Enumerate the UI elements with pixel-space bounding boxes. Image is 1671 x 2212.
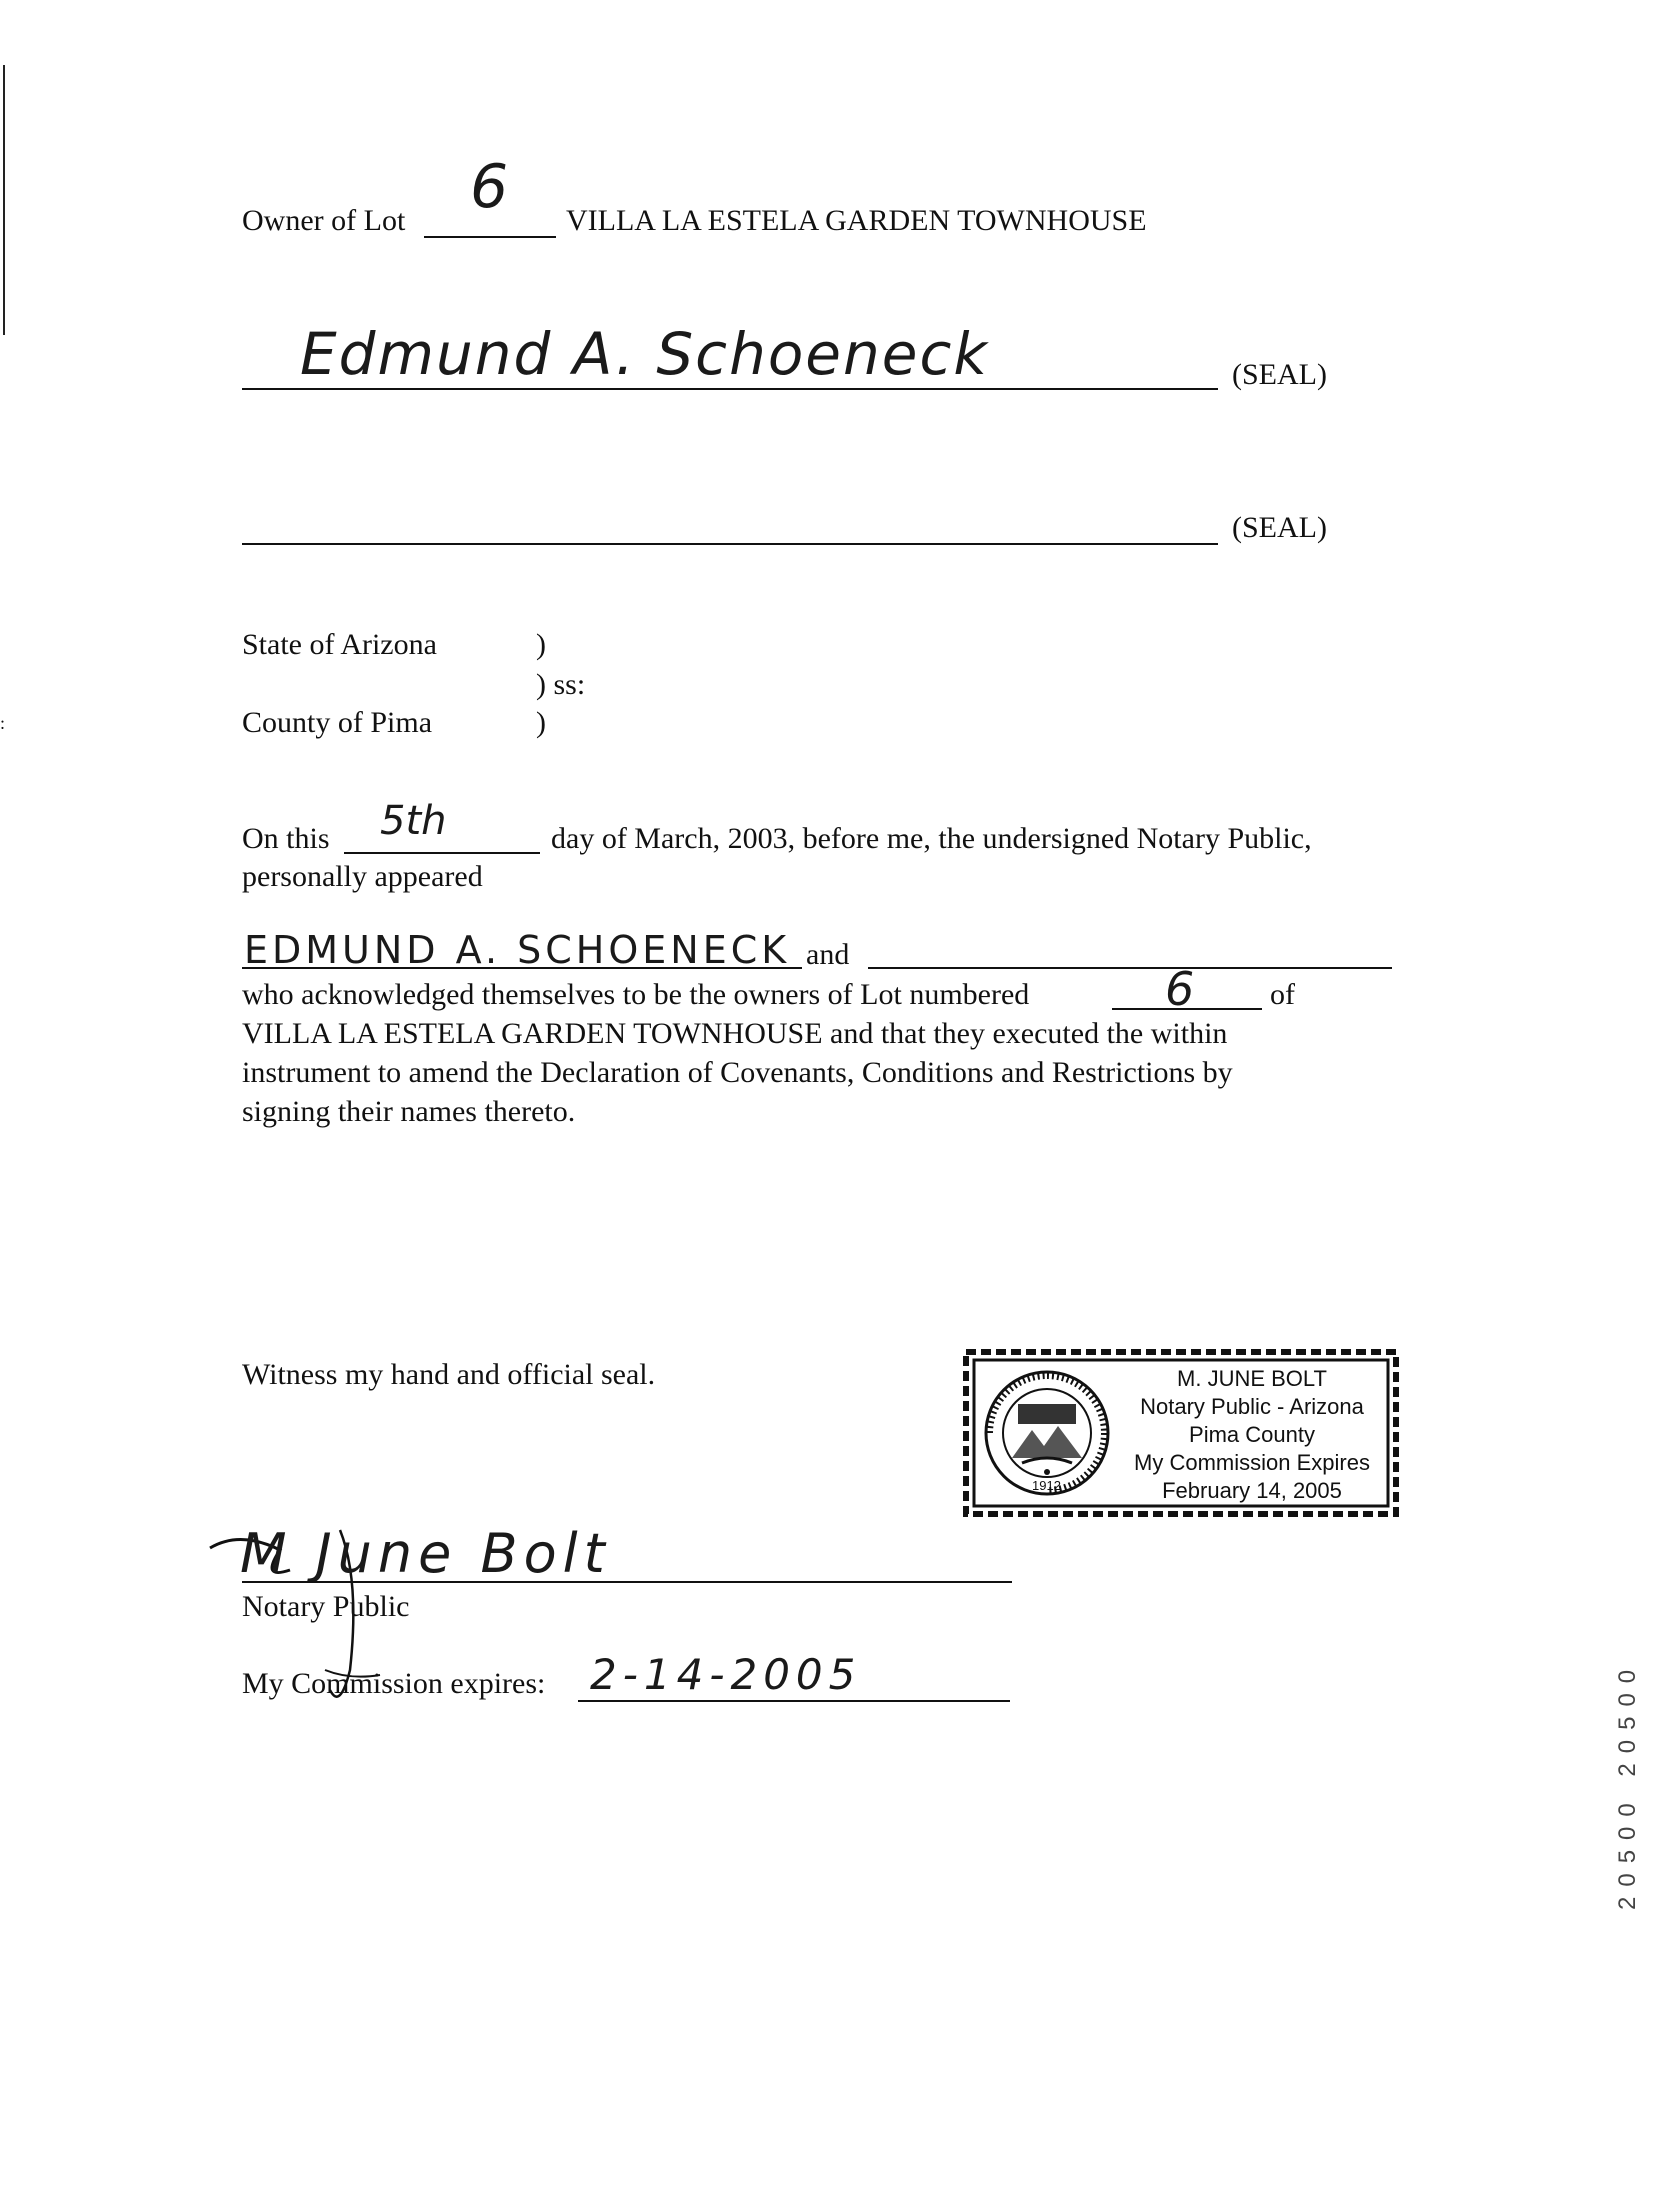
notary-stamp (962, 1348, 1400, 1518)
ack-name-line-2 (868, 967, 1392, 969)
seal-label-1: (SEAL) (1232, 358, 1327, 391)
stamp-name: M. JUNE BOLT (1177, 1366, 1327, 1391)
seal-label-2: (SEAL) (1232, 511, 1327, 544)
owner-subdivision: VILLA LA ESTELA GARDEN TOWNHOUSE (566, 204, 1147, 237)
venue-paren-1: ) (536, 628, 546, 661)
notary-signature-line (242, 1581, 1012, 1583)
margin-tick: : (0, 713, 6, 733)
commission-date-line (578, 1700, 1010, 1702)
ack-line-1a: who acknowledged themselves to be the owners of Lot numbered (242, 978, 1030, 1011)
signature-line-2 (242, 543, 1218, 545)
notary-signature-handwritten: M June Bolt (240, 1522, 611, 1585)
owner-prefix: Owner of Lot (242, 204, 406, 237)
commission-date-handwritten: 2-14-2005 (590, 1650, 862, 1699)
signature-line-1 (242, 388, 1218, 390)
venue-state: State of Arizona (242, 628, 437, 661)
venue-ss: ) ss: (536, 668, 586, 701)
side-recording-number: 20500 20500 (1614, 1659, 1641, 1910)
ack-lot-number-handwritten: 6 (1165, 962, 1195, 1016)
ack-line-4: signing their names thereto. (242, 1095, 576, 1128)
ack-appeared-name-handwritten: EDMUND A. SCHOENECK (244, 928, 791, 972)
stamp-county: Pima County (1189, 1422, 1315, 1447)
owner-lot-blank-line (424, 236, 556, 238)
ack-on-this: On this (242, 822, 330, 855)
ack-day-blank-line (344, 852, 540, 854)
ack-line-3: instrument to amend the Declaration of Covenants, Conditions and Restrictions by (242, 1056, 1233, 1089)
notary-public-label: Notary Public (242, 1590, 410, 1623)
owner-signature-handwritten: Edmund A. Schoeneck (300, 320, 989, 388)
stamp-seal-year: 1912 (1032, 1478, 1061, 1493)
owner-lot-number-handwritten: 6 (470, 152, 509, 222)
ack-day-handwritten: 5th (380, 798, 447, 844)
witness-text: Witness my hand and official seal. (242, 1358, 656, 1391)
ack-personally-appeared: personally appeared (242, 860, 483, 893)
ack-and: and (806, 938, 850, 971)
margin-scan-line (3, 65, 5, 335)
stamp-commission-label: My Commission Expires (1134, 1450, 1370, 1475)
ack-name-line-1 (242, 967, 802, 969)
venue-paren-3: ) (536, 706, 546, 739)
commission-label: My Commission expires: (242, 1667, 546, 1700)
stamp-expiry: February 14, 2005 (1162, 1478, 1342, 1503)
ack-line-2: VILLA LA ESTELA GARDEN TOWNHOUSE and that they executed the within (242, 1017, 1228, 1050)
stamp-title: Notary Public - Arizona (1140, 1394, 1364, 1419)
ack-line-1b: of (1270, 978, 1295, 1011)
stamp-text-block (1112, 1365, 1392, 1505)
ack-date-text: day of March, 2003, before me, the undersigned Notary Public, (551, 822, 1312, 855)
venue-county: County of Pima (242, 706, 433, 739)
